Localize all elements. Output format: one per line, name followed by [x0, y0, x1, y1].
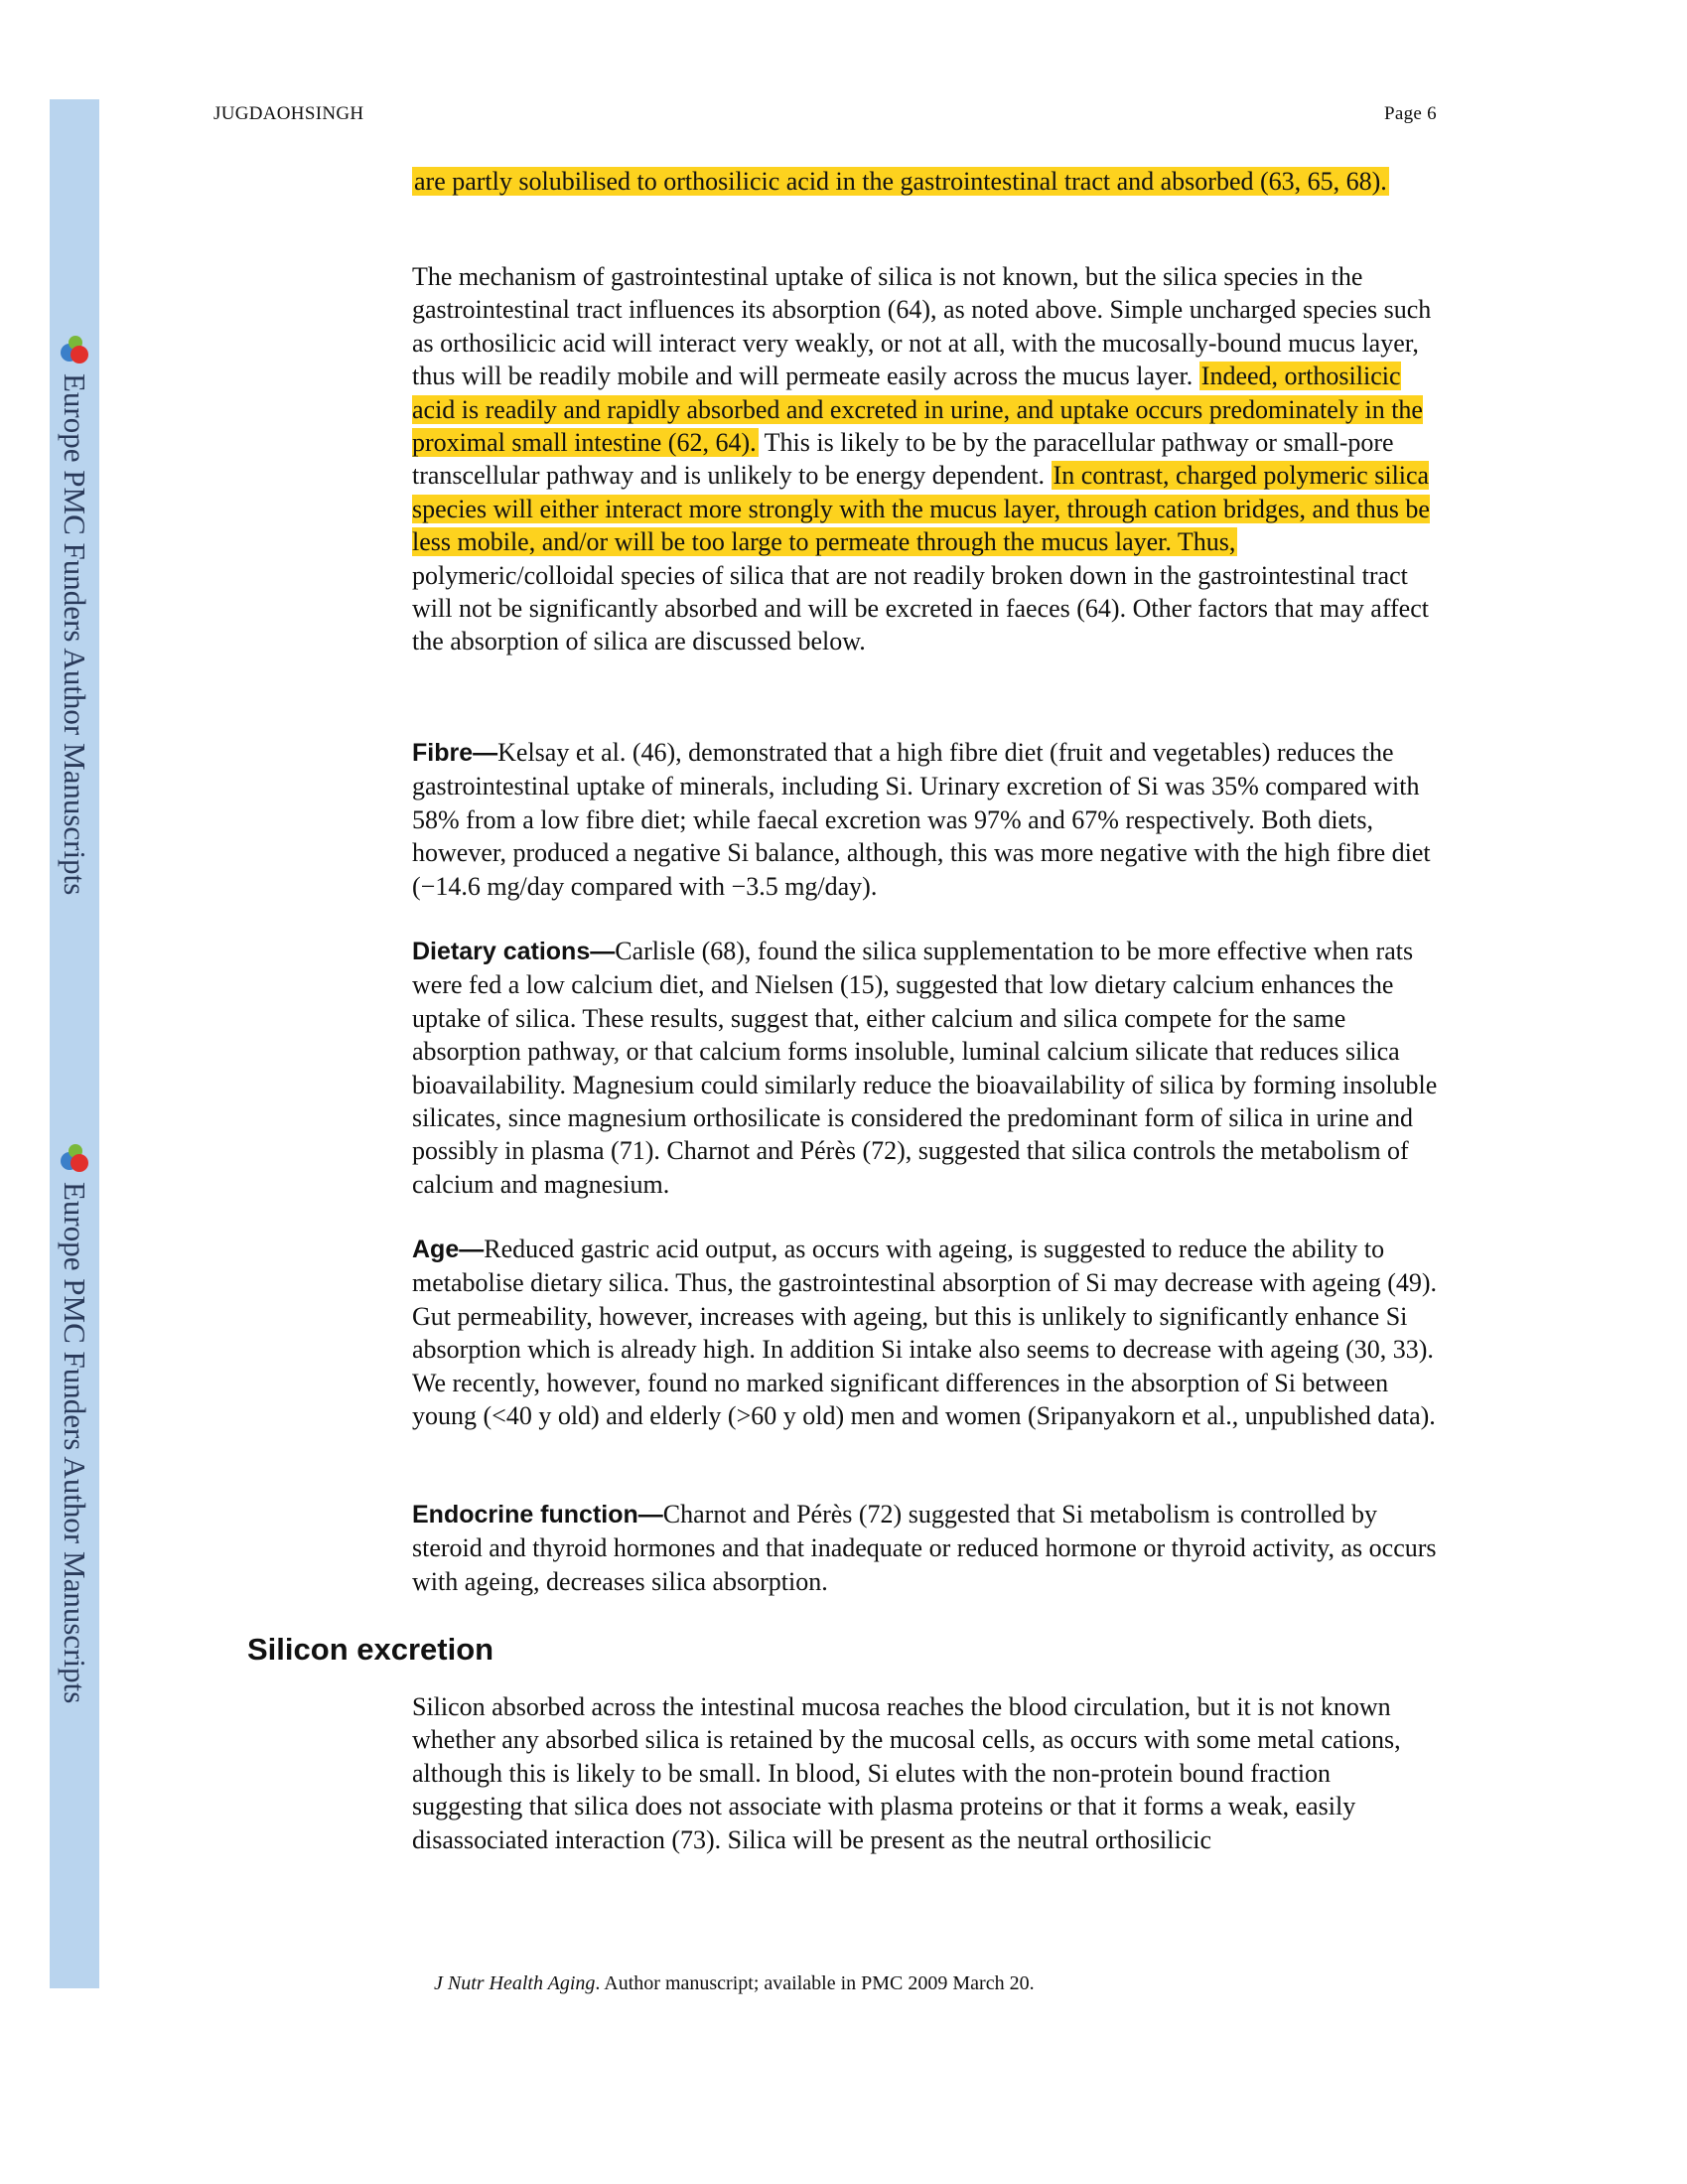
paragraph-age [412, 1233, 1445, 1432]
paragraph-excretion [412, 1690, 1445, 1856]
paragraph-endocrine [412, 1498, 1445, 1598]
highlight: In contrast, charged polymeric silica species will either interact more strongly with the mucus layer, through cation bridges, and thus be less mobile, and/or will be too large to permeate through the mucus layer. Thus, [412, 461, 1430, 557]
paragraph-text: Reduced gastric acid output, as occurs with ageing, is suggested to reduce the ability to metabolise dietary silica. Thus, the gastrointestinal absorption of Si may decrease with ageing (49). Gut permeability, however, increases with ageing, but this is unlikely to significantly enhance Si absorption which is already high. In addition Si intake also seems to decrease with ageing (30, 33). We recently, however, found no marked significant differences in the absorption of Si between young (<40 y old) and elderly (>60 y old) men and women (Sripanyakorn et al., unpublished data). [412, 1235, 1438, 1431]
highlight: Indeed, orthosilicic acid is readily and rapidly absorbed and excreted in urine, and uptake occurs predominately in the proximal small intestine (62, 64). [412, 362, 1423, 458]
section-heading: Silicon excretion [247, 1632, 494, 1667]
paragraph-text: The mechanism of gastrointestinal uptake of silica is not known, but the silica species in the gastrointestinal tract influences its absorption (64), as noted above. Simple uncharged species such as orthosilicic acid will interact very weakly, or not at all, with the mucosally-bound mucus layer, thus will be readily mobile and will permeate easily across the mucus layer. [412, 262, 1432, 391]
paragraph-text: This is likely to be by the paracellular pathway or small-pore transcellular pathway and is unlikely to be energy dependent. [412, 428, 1394, 491]
paragraph-text: polymeric/colloidal species of silica that are not readily broken down in the gastrointestinal tract will not be significantly absorbed and will be excreted in faeces (64). Other factors that may affect the absorption of silica are discussed below. [412, 560, 1429, 656]
sidebar-label: Europe PMC Funders Author Manuscripts [58, 373, 92, 896]
subheading-fibre: Fibre— [412, 739, 498, 767]
paragraph-mechanism [412, 260, 1445, 658]
subheading-age: Age— [412, 1236, 485, 1263]
paragraph-continuation [412, 165, 1445, 198]
paragraph-text: Silicon absorbed across the intestinal mucosa reaches the blood circulation, but it is not known whether any absorbed silica is retained by the mucosal cells, as occurs with some metal cations, although this is likely to be small. In blood, Si elutes with the non-protein bound fraction suggesting that silica does not associate with plasma proteins or that it forms a weak, easily disassociated interaction (73). Silica will be present as the neutral orthosilicic [412, 1692, 1401, 1854]
footer-citation [434, 1972, 1035, 1995]
journal-name: J Nutr Health Aging [434, 1972, 596, 1994]
footer-text: . Author manuscript; available in PMC 2009 March 20. [595, 1972, 1035, 1994]
paragraph-text: Kelsay et al. (46), demonstrated that a high fibre diet (fruit and vegetables) reduces the gastrointestinal uptake of minerals, including Si. Urinary excretion of Si was 35% compared with 58% from a low fibre diet; while faecal excretion was 97% and 67% respectively. Both diets, however, produced a negative Si balance, although, this was more negative with the high fibre diet (−14.6 mg/day compared with −3.5 mg/day). [412, 738, 1431, 901]
subheading-dietary-cations: Dietary cations— [412, 938, 616, 965]
running-head-author: JUGDAOHSINGH [213, 103, 364, 124]
page-number: Page 6 [1384, 103, 1437, 124]
paragraph-text: Charnot and Pérès (72) suggested that Si metabolism is controlled by steroid and thyroid hormones and that inadequate or reduced hormone or thyroid activity, as occurs with ageing, decreases silica absorption. [412, 1500, 1437, 1596]
europe-pmc-logo-icon [59, 1144, 90, 1176]
paragraph-fibre [412, 736, 1445, 903]
highlight: are partly solubilised to orthosilicic acid in the gastrointestinal tract and absorbed (63, 65, 68). [414, 167, 1387, 196]
sidebar-label: Europe PMC Funders Author Manuscripts [58, 1182, 92, 1704]
europe-pmc-logo-icon [59, 336, 90, 367]
subheading-endocrine: Endocrine function— [412, 1501, 663, 1529]
paragraph-dietary-cations [412, 935, 1445, 1201]
paragraph-text: Carlisle (68), found the silica supplementation to be more effective when rats were fed a low calcium diet, and Nielsen (15), suggested that low dietary calcium enhances the uptake of silica. These results, suggest that, either calcium and silica compete for the same absorption pathway, or that calcium forms insoluble, luminal calcium silicate that reduces silica bioavailability. Magnesium could similarly reduce the bioavailability of silica by forming insoluble silicates, since magnesium orthosilicate is considered the predominant form of silica in urine and possibly in plasma (71). Charnot and Pérès (72), suggested that silica controls the metabolism of calcium and magnesium. [412, 937, 1438, 1199]
europe-pmc-sidebar [50, 99, 99, 1988]
